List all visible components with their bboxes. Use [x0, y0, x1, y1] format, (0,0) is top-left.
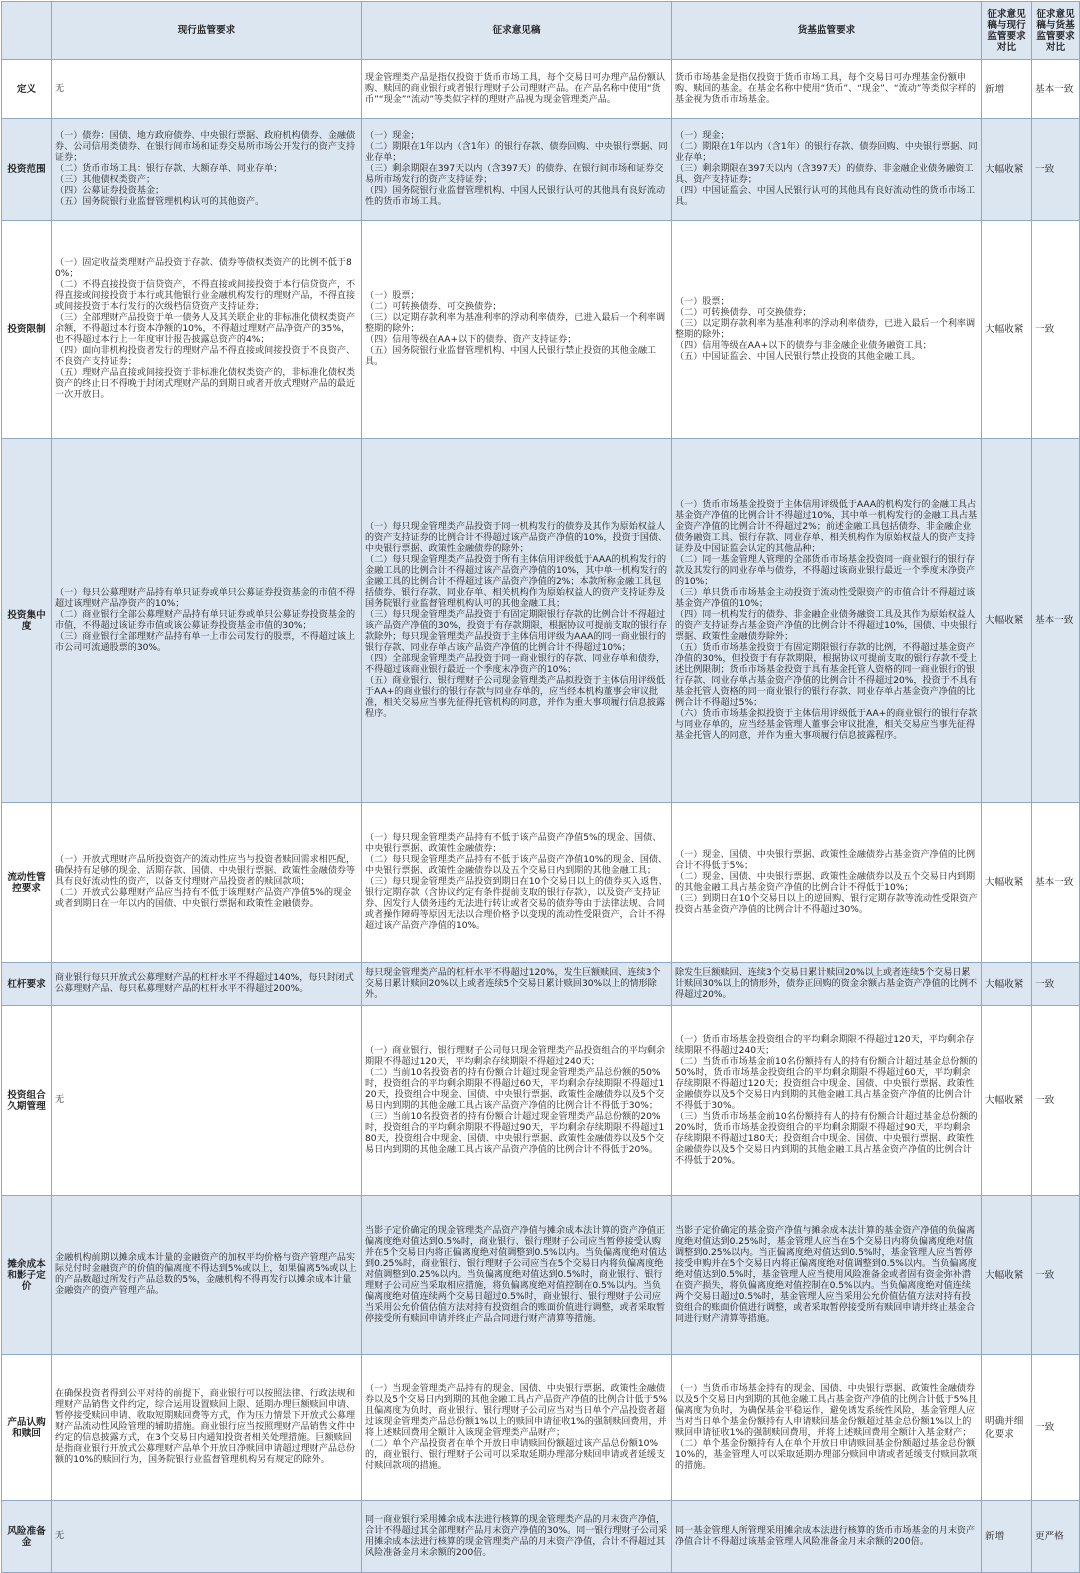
cell-draft: 现金管理类产品是指仅投资于货币市场工具，每个交易日可办理产品份额认购、赎回的商业银行或者银行理财子公司理财产品。在产品名称中使用“货币”“现金”“流动”等类似字样的理财产品视为现金管理类产品。: [362, 60, 672, 119]
cell-compare-mmf: 一致: [1032, 1355, 1080, 1501]
cell-mmf: 货币市场基金是指仅投资于货币市场工具，每个交易日可办理基金份额申购、赎回的基金。在基金名称中使用“货币”、“现金”、“流动”等类似字样的基金视为货币市场基金。: [672, 60, 982, 119]
cell-mmf: （一）货币市场基金投资组合的平均剩余期限不得超过120天，平均剩余存续期限不得超过240天； （二）当货币市场基金前10名份额持有人的持有份额合计超过基金总份额的50%时，货币市场基金投资组合的平均剩余期限不得超过60天，平均剩余存续期限不得超过120天；投资组合中现金、国债、中央银行票据、政策性金融债券以及5个交易日内到期的其他金融工具占基金资产净值的比例合计不得低于30%。 （三）当货币市场基金前10名份额持有人的持有份额合计超过基金总份额的20%时，货币市场基金投资组合的平均剩余期限不得超过90天，平均剩余存续期限不得超过180天；投资组合中现金、国债、中央银行票据、政策性金融债券以及5个交易日内到期的其他金融工具占基金资产净值的比例合计不得低于20%。: [672, 1006, 982, 1196]
cell-compare-mmf: 基本一致: [1032, 803, 1080, 963]
cell-compare-mmf: 更严格: [1032, 1501, 1080, 1573]
cell-compare-current: 大幅收紧: [982, 963, 1032, 1006]
cell-compare-mmf: 基本一致: [1032, 60, 1080, 119]
cell-draft: （一）商业银行、银行理财子公司每只现金管理类产品投资组合的平均剩余期限不得超过120天，平均剩余存续期限不得超过240天； （二）当前10名投资者的持有份额合计超过现金管理类产品总份额的50%时，投资组合的平均剩余期限不得超过60天，平均剩余存续期限不得超过120天，投资组合中现金、国债、中央银行票据、政策性金融债券以及5个交易日内到期的其他金融工具占该产品资产净值的比例合计不得低于30%； （三）当前10名投资者的持有份额合计超过现金管理类产品总份额的20%时，投资组合的平均剩余期限不得超过90天，平均剩余存续期限不得超过180天，投资组合中现金、国债、中央银行票据、政策性金融债券以及5个交易日内到期的其他金融工具占该产品资产净值的比例合计不得低于20%。: [362, 1006, 672, 1196]
cell-mmf: （一）股票； （二）可转换债券、可交换债券； （三）以定期存款利率为基准利率的浮动利率债券，已进入最后一个利率调整期的除外； （四）信用等级在AA+以下的债券与非金融企业债务融资工具； （五）中国证监会、中国人民银行禁止投资的其他金融工具。: [672, 221, 982, 439]
table-row: [2, 1501, 1080, 1573]
cell-draft: （一）每只现金管理类产品投资于同一机构发行的债券及其作为原始权益人的资产支持证券的比例合计不得超过该产品资产净值的10%，投资于国债、中央银行票据、政策性金融债券的除外； （二）每只现金管理类产品投资于所有主体信用评级低于AAA的机构发行的金融工具的比例合计不得超过该产品资产净值的10%，其中单一机构发行的金融工具的比例合计不得超过该产品资产净值的2%；本款所称金融工具包括债券、银行存款、同业存单、相关机构作为原始权益人的资产支持证券及国务院银行业监督管理机构认可的其他金融工具； （三）每只现金管理类产品投资于有固定期限银行存款的比例合计不得超过该产品资产净值的30%，投资于有存款期限，根据协议可提前支取的银行存款除外；每只现金管理类产品投资于主体信用评级为AAA的同一商业银行的银行存款、同业存单占该产品资产净值的比例合计不得超过10%； （四）全部现金管理类产品投资于同一商业银行的存款、同业存单和债券，不得超过该商业银行最近一个季度末净资产的10%； （五）商业银行、银行理财子公司现金管理类产品拟投资于主体信用评级低于AA+的商业银行的银行存款与同业存单的，应当经本机构董事会审议批准，相关交易应当事先征得托管机构的同意，并作为重大事项履行信息披露程序。: [362, 439, 672, 803]
table-row: [2, 963, 1080, 1006]
row-label: 产品认购和赎回: [2, 1355, 52, 1501]
cell-mmf: 同一基金管理人所管理采用摊余成本法进行核算的货币市场基金的月末资产净值合计不得超过该基金管理人风险准备金月末余额的200倍。: [672, 1501, 982, 1573]
cell-current: 无: [52, 1006, 362, 1196]
cell-compare-mmf: 一致: [1032, 221, 1080, 439]
row-label: 定义: [2, 60, 52, 119]
row-label: 摊余成本和影子定价: [2, 1196, 52, 1355]
cell-compare-mmf: 一致: [1032, 1006, 1080, 1196]
row-label: 投资范围: [2, 119, 52, 221]
row-label: 投资组合久期管理: [2, 1006, 52, 1196]
table-row: [2, 221, 1080, 439]
cell-compare-current: 明确并细化要求: [982, 1355, 1032, 1501]
cell-draft: 每只现金管理类产品的杠杆水平不得超过120%，发生巨额赎回、连续3个交易日累计赎回20%以上或者连续5个交易日累计赎回30%以上的情形除外。: [362, 963, 672, 1006]
cell-compare-mmf: 基本一致: [1032, 439, 1080, 803]
cell-compare-mmf: 一致: [1032, 963, 1080, 1006]
row-label: 投资集中度: [2, 439, 52, 803]
cell-mmf: （一）货币市场基金投资于主体信用评级低于AAA的机构发行的金融工具占基金资产净值的比例合计不得超过10%，其中单一机构发行的金融工具占基金资产净值的比例合计不得超过2%；前述金融工具包括债券、非金融企业债务融资工具、银行存款、同业存单、相关机构作为原始权益人的资产支持证券及中国证监会认定的其他品种； （二）同一基金管理人管理的全部货币市场基金投资同一商业银行的银行存款及其发行的同业存单与债券，不得超过该商业银行最近一个季度末净资产的10%； （三）单只货币市场基金主动投资于流动性受限资产的市值合计不得超过该基金资产净值的10%； （四）同一机构发行的债券、非金融企业债务融资工具及其作为原始权益人的资产支持证券占基金资产净值的比例合计不得超过10%，国债、中央银行票据、政策性金融债券除外； （五）货币市场基金投资于有固定期限银行存款的比例，不得超过基金资产净值的30%，但投资于有存款期限，根据协议可提前支取的银行存款不受上述比例限制；货币市场基金投资于具有基金托管人资格的同一商业银行的银行存款、同业存单占基金资产净值的比例合计不得超过20%，投资于不具有基金托管人资格的同一商业银行的银行存款、同业存单占基金资产净值的比例合计不得超过5%； （六）货币市场基金拟投资于主体信用评级低于AA+的商业银行的银行存款与同业存单的，应当经基金管理人董事会审议批准，相关交易应当事先征得基金托管人的同意，并作为重大事项履行信息披露程序。: [672, 439, 982, 803]
cell-mmf: （一）现金； （二）期限在1年以内（含1年）的银行存款、债券回购、中央银行票据、同业存单； （三）剩余期限在397天以内（含397天）的债券、非金融企业债务融资工具、资产支持证券； （四）中国证监会、中国人民银行认可的其他具有良好流动性的货币市场工具。: [672, 119, 982, 221]
row-label: 风险准备金: [2, 1501, 52, 1573]
cell-compare-current: 大幅收紧: [982, 221, 1032, 439]
table-row: [2, 1006, 1080, 1196]
cell-current: （一）固定收益类理财产品投资于存款、债券等债权类资产的比例不低于80%； （二）不得直接投资于信贷资产，不得直接或间接投资于本行信贷资产，不得直接或间接投资于本行或其他银行业金融机构发行的理财产品，不得直接或间接投资于本行发行的次级档信贷资产支持证券； （三）全部理财产品投资于单一债务人及其关联企业的非标准化债权类资产余额，不得超过本行资本净额的10%，不得超过理财产品净资产的35%，也不得超过本行上一年度审计报告披露总资产的4%； （四）面向非机构投资者发行的理财产品不得直接或间接投资于不良资产、不良资产支持证券； （五）理财产品直接或间接投资于非标准化债权类资产的，非标准化债权类资产的终止日不得晚于封闭式理财产品的到期日或者开放式理财产品的最近一次开放日。: [52, 221, 362, 439]
cell-compare-mmf: 一致: [1032, 119, 1080, 221]
header-row: [2, 2, 1080, 60]
cell-current: （一）开放式理财产品所投资资产的流动性应当与投资者赎回需求相匹配，确保持有足够的现金、活期存款、国债、中央银行票据、政策性金融债券等具有良好流动性的资产，以备支付理财产品投资者的赎回款项； （二）开放式公募理财产品应当持有不低于该理财产品资产净值5%的现金或者到期日在一年以内的国债、中央银行票据和政策性金融债券。: [52, 803, 362, 963]
table-row: [2, 803, 1080, 963]
row-label: 杠杆要求: [2, 963, 52, 1006]
regulation-comparison-table: [1, 1, 1080, 1573]
cell-compare-current: 大幅收紧: [982, 439, 1032, 803]
header-draft: 征求意见稿: [362, 2, 672, 60]
cell-compare-current: 大幅收紧: [982, 1006, 1032, 1196]
cell-mmf: 当影子定价确定的基金资产净值与摊余成本法计算的基金资产净值的负偏离度绝对值达到0.25%时，基金管理人应当在5个交易日内将负偏离度绝对值调整到0.25%以内。当正偏离度绝对值达到0.5%时，基金管理人应当暂停接受申购并在5个交易日内将正偏离度绝对值调整到0.5%以内。当负偏离度绝对值达到0.5%时，基金管理人应当使用风险准备金或者固有资金弥补潜在资产损失，将负偏离度绝对值控制在0.5%以内。当负偏离度绝对值连续两个交易日超过0.5%时，基金管理人应当采用公允价值估值方法对持有投资组合的账面价值进行调整，或者采取暂停接受所有赎回申请并终止基金合同进行财产清算等措施。: [672, 1196, 982, 1355]
cell-compare-current: 新增: [982, 60, 1032, 119]
cell-draft: 同一商业银行采用摊余成本法进行核算的现金管理类产品的月末资产净值，合计不得超过其全部理财产品月末资产净值的30%。同一银行理财子公司采用摊余成本法进行核算的现金管理类产品的月末资产净值，合计不得超过其风险准备金月末余额的200倍。: [362, 1501, 672, 1573]
header-mmf-requirements: 货基监管要求: [672, 2, 982, 60]
cell-mmf: （一）现金、国债、中央银行票据、政策性金融债券占基金资产净值的比例合计不得低于5%； （二）现金、国债、中央银行票据、政策性金融债券以及五个交易日内到期的其他金融工具占基金资产净值的比例合计不得低于10%； （三）到期日在10个交易日以上的逆回购、银行定期存款等流动性受限资产投资占基金资产净值的比例合计不得超过30%。: [672, 803, 982, 963]
cell-compare-current: 大幅收紧: [982, 119, 1032, 221]
cell-mmf: （一）当货币市场基金持有的现金、国债、中央银行票据、政策性金融债券以及5个交易日内到期的其他金融工具占基金资产净值的比例合计低于5%且偏离度为负时，为确保基金平稳运作，避免诱发系统性风险，基金管理人应当对当日单个基金份额持有人申请赎回基金份额超过基金总份额1%以上的赎回申请征收1%的强制赎回费用，并将上述赎回费用全额计入基金财产； （二）单个基金份额持有人在单个开放日申请赎回基金份额超过基金总份额10%的，基金管理人可以采取延期办理部分赎回申请或者延缓支付赎回款项的措施。: [672, 1355, 982, 1501]
cell-draft: 当影子定价确定的现金管理类产品资产净值与摊余成本法计算的资产净值正偏离度绝对值达到0.5%时，商业银行、银行理财子公司应当暂停接受认购并在5个交易日内将正偏离度绝对值调整到0.5%以内。当负偏离度绝对值达到0.25%时，商业银行、银行理财子公司应当在5个交易日内将负偏离度绝对值调整到0.25%以内。当负偏离度绝对值达到0.5%时，商业银行、银行理财子公司应当采取相应措施，将负偏离度绝对值控制在0.5%以内。当负偏离度绝对值连续两个交易日超过0.5%时，商业银行、银行理财子公司应当采用公允价值估值方法对持有投资组合的账面价值进行调整，或者采取暂停接受所有赎回申请并终止产品合同进行财产清算等措施。: [362, 1196, 672, 1355]
cell-current: （一）债券：国债、地方政府债券、中央银行票据、政府机构债券、金融债券、公司信用类债券、在银行间市场和证券交易所市场公开发行的资产支持证券； （二）货币市场工具：银行存款、大额存单、同业存单； （三）其他债权类资产； （四）公募证券投资基金； （五）国务院银行业监督管理机构认可的其他资产。: [52, 119, 362, 221]
cell-compare-current: 大幅收紧: [982, 803, 1032, 963]
cell-current: 金融机构前期以摊余成本计量的金融资产的加权平均价格与资产管理产品实际兑付时金融资产的价值的偏离度不得达到5%或以上，如果偏离5%或以上的产品数超过所发行产品总数的5%，金融机构不得再发行以摊余成本计量金融资产的资产管理产品。: [52, 1196, 362, 1355]
row-label: 流动性管控要求: [2, 803, 52, 963]
cell-current: 商业银行每只开放式公募理财产品的杠杆水平不得超过140%，每只封闭式公募理财产品、每只私募理财产品的杠杆水平不得超过200%。: [52, 963, 362, 1006]
cell-draft: （一）现金； （二）期限在1年以内（含1年）的银行存款、债券回购、中央银行票据、同业存单； （三）剩余期限在397天以内（含397天）的债券、在银行间市场和证券交易所市场发行的资产支持证券； （四）国务院银行业监督管理机构、中国人民银行认可的其他具有良好流动性的货币市场工具。: [362, 119, 672, 221]
cell-draft: （一）当现金管理类产品持有的现金、国债、中央银行票据、政策性金融债券以及5个交易日内到期的其他金融工具占产品资产净值的比例合计低于5%且偏离度为负时，商业银行、银行理财子公司应当对当日单个产品投资者超过该现金管理类产品总份额1%以上的赎回申请征收1%的强制赎回费用，并将上述赎回费用全额计入该现金管理类产品财产； （二）单个产品投资者在单个开放日申请赎回份额超过该产品总份额10%的，商业银行、银行理财子公司可以采取延期办理部分赎回申请或者延缓支付赎回款项的措施。: [362, 1355, 672, 1501]
cell-compare-current: 新增: [982, 1501, 1032, 1573]
cell-current: 无: [52, 1501, 362, 1573]
table-row: [2, 439, 1080, 803]
table-row: [2, 1196, 1080, 1355]
cell-compare-current: 大幅收紧: [982, 1196, 1032, 1355]
row-label: 投资限制: [2, 221, 52, 439]
table-row: [2, 1355, 1080, 1501]
table-row: [2, 119, 1080, 221]
header-current-requirements: 现行监管要求: [52, 2, 362, 60]
cell-draft: （一）股票； （二）可转换债券、可交换债券； （三）以定期存款利率为基准利率的浮动利率债券，已进入最后一个利率调整期的除外； （四）信用等级在AA+以下的债券、资产支持证券； （五）国务院银行业监督管理机构、中国人民银行禁止投资的其他金融工具。: [362, 221, 672, 439]
cell-compare-mmf: 一致: [1032, 1196, 1080, 1355]
table-row: [2, 60, 1080, 119]
cell-mmf: 除发生巨额赎回、连续3个交易日累计赎回20%以上或者连续5个交易日累计赎回30%以上的情形外，债券正回购的资金余额占基金资产净值的比例不得超过20%。: [672, 963, 982, 1006]
header-corner: [2, 2, 52, 60]
cell-draft: （一）每只现金管理类产品持有不低于该产品资产净值5%的现金、国债、中央银行票据、政策性金融债券； （二）每只现金管理类产品持有不低于该产品资产净值10%的现金、国债、中央银行票据、政策性金融债券以及五个交易日内到期的其他金融工具； （三）每只现金管理类产品投资到期日在10个交易日以上的债券买入返售、银行定期存款（含协议约定有条件提前支取的银行存款），以及资产支持证券、因发行人债务违约无法进行转让或者交易的债券等由于法律法规、合同或者操作障碍等原因无法以合理价格予以变现的流动性受限资产，合计不得超过该产品资产净值的10%。: [362, 803, 672, 963]
header-compare-current: 征求意见稿与现行监管要求对比: [982, 2, 1032, 60]
cell-current: （一）每只公募理财产品持有单只证券或单只公募证券投资基金的市值不得超过该理财产品净资产的10%； （二）商业银行全部公募理财产品持有单只证券或单只公募证券投资基金的市值，不得超过该证券市值或该公募证券投资基金市值的30%； （三）商业银行全部理财产品持有单一上市公司发行的股票，不得超过该上市公司可流通股票的30%。: [52, 439, 362, 803]
cell-current: 无: [52, 60, 362, 119]
cell-current: 在确保投资者得到公平对待的前提下，商业银行可以按照法律、行政法规和理财产品销售文件约定，综合运用设置赎回上限、延期办理巨额赎回申请、暂停接受赎回申请、收取短期赎回费等方式，作为压力情景下开放式公募理财产品流动性风险管理的辅助措施。商业银行应当按照理财产品销售文件中约定的信息披露方式，在3个交易日内通知投资者相关处理措施。巨额赎回是指商业银行开放式公募理财产品单个开放日净赎回申请超过理财产品总份额的10%的赎回行为，国务院银行业监督管理机构另有规定的除外。: [52, 1355, 362, 1501]
header-compare-mmf: 征求意见稿与货基监管要求对比: [1032, 2, 1080, 60]
